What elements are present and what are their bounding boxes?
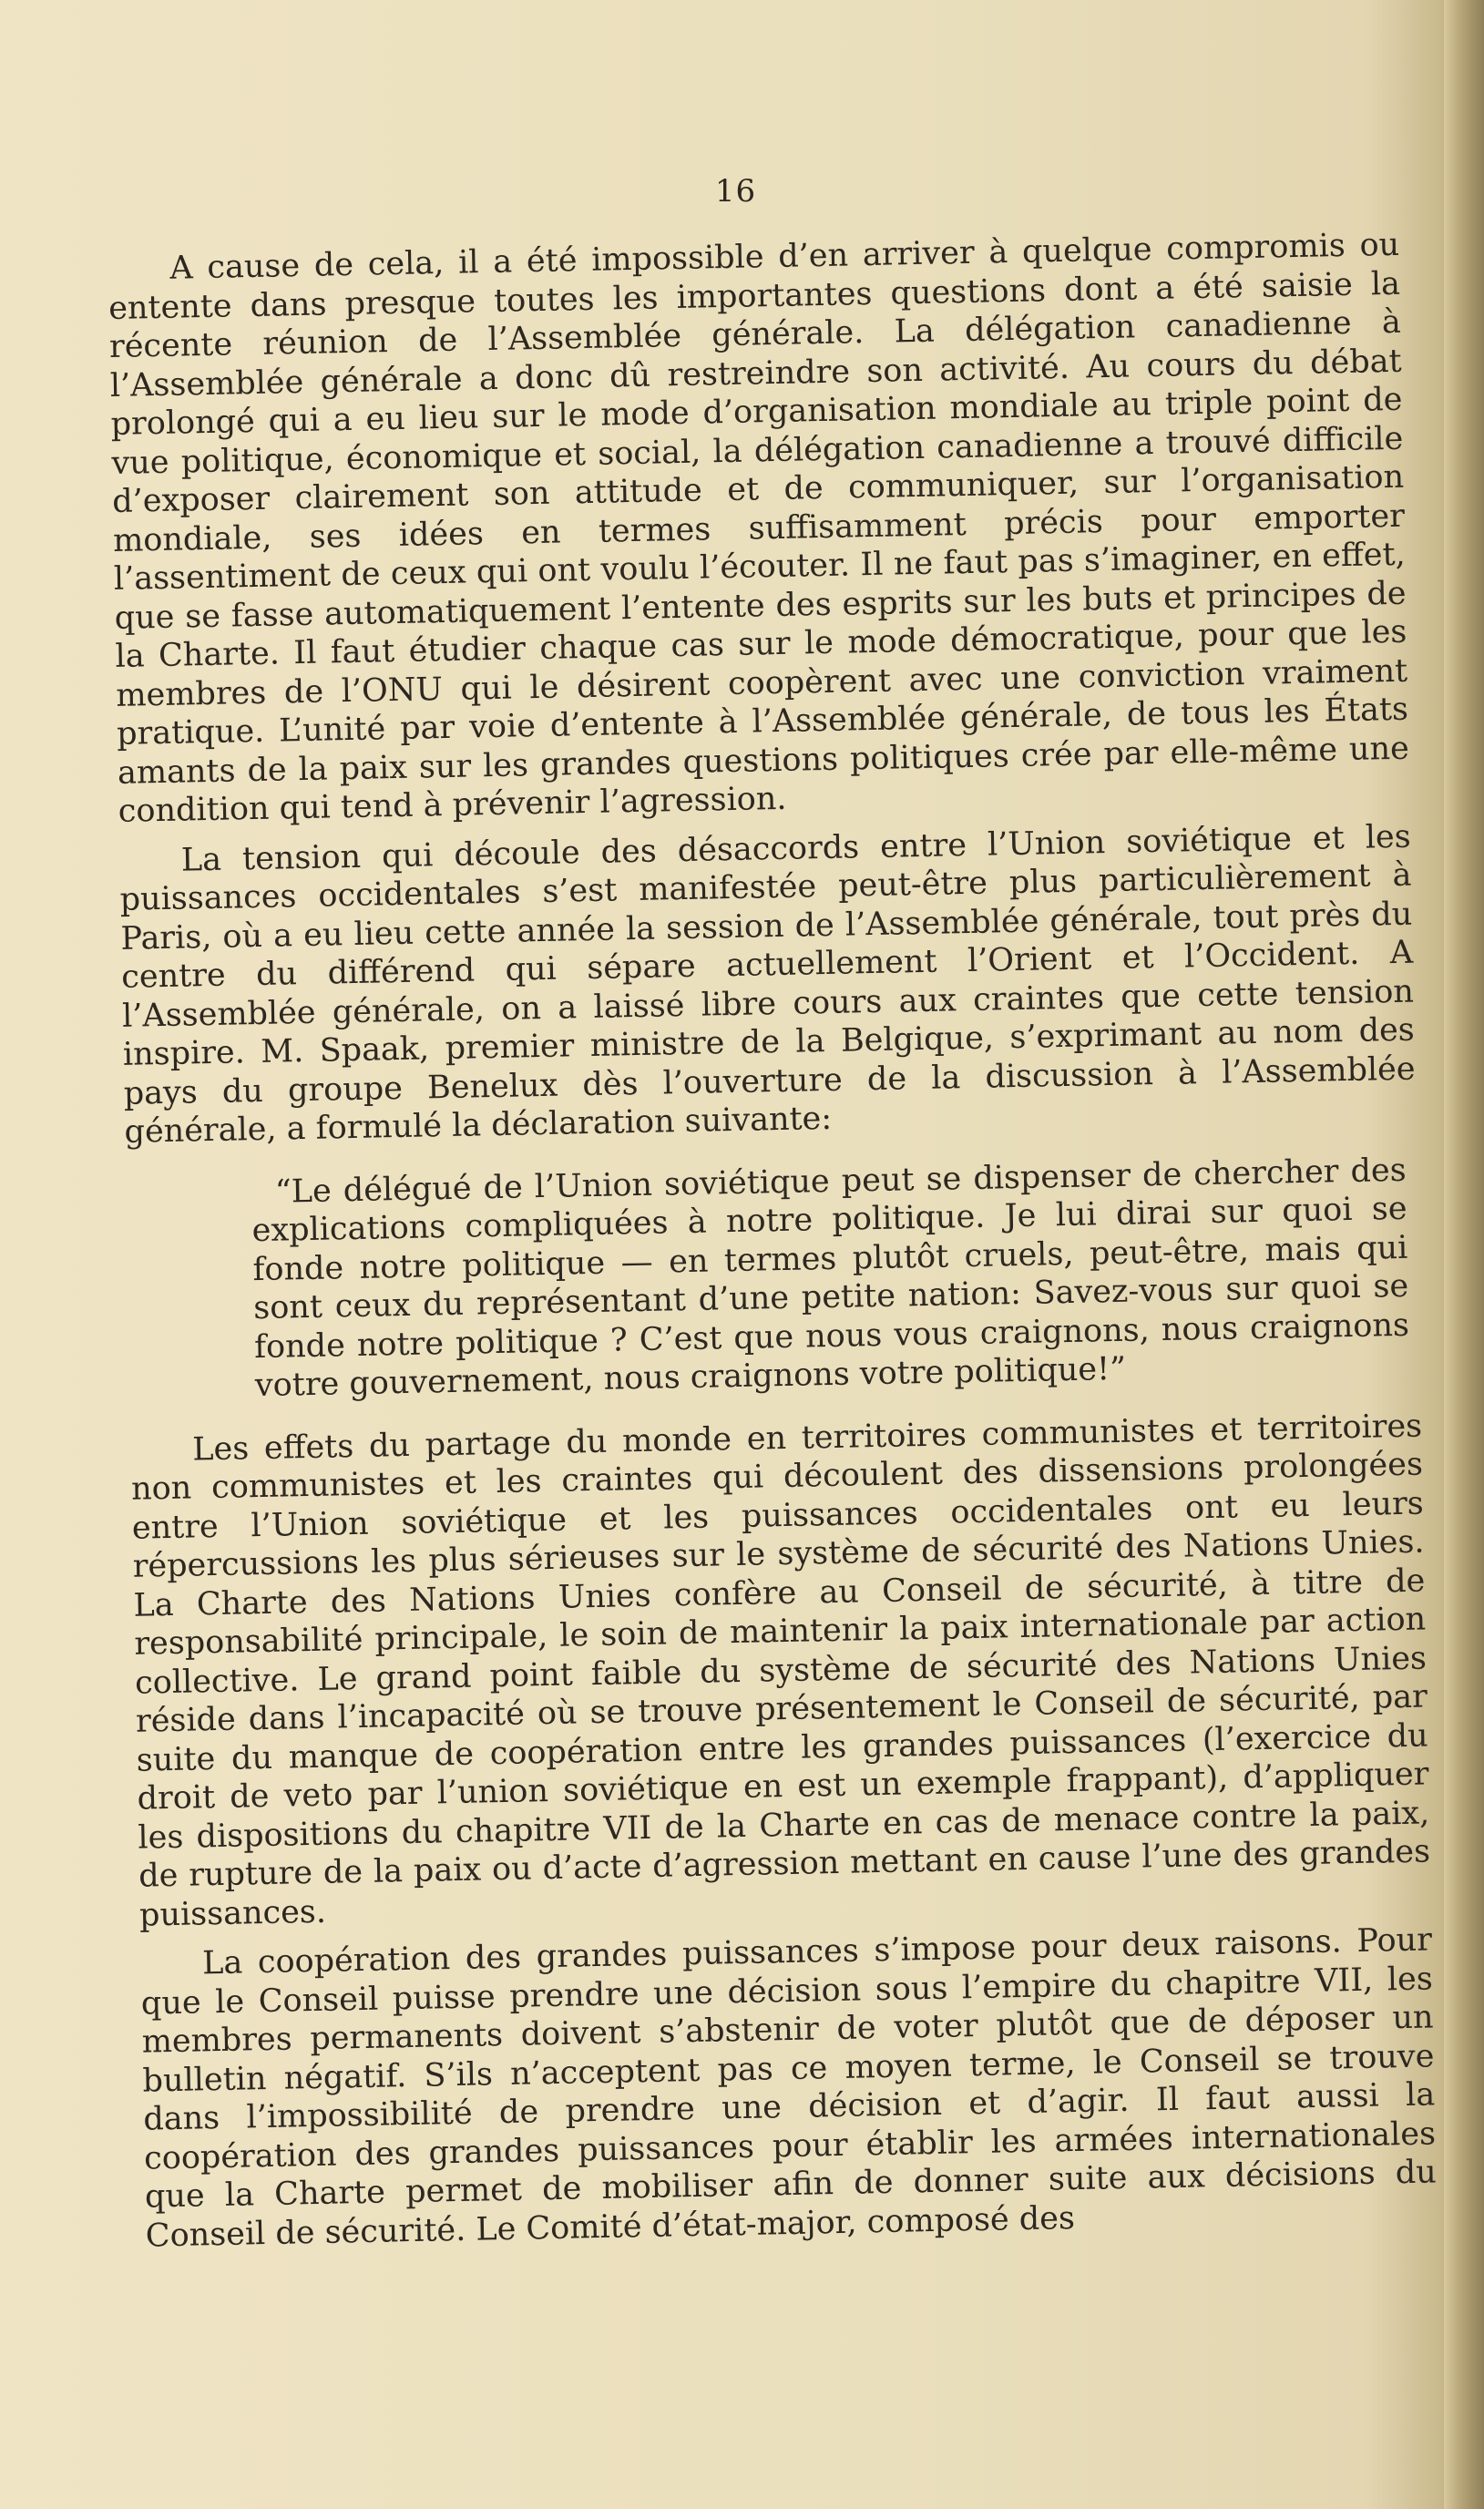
paragraph-2: La tension qui découle des désaccords entre l’Union soviétique et les puissances occidentales s’est manifestée peut-être plus particulièrement à Paris, où a eu lieu cette année la session de l’Assemblée générale, tout près du centre du différend qui sépare actuellement l’Orient et l’Occident. A l’Assemblée générale, on a laissé libre cours aux craintes que cette tension inspire. M. Spaak, premier ministre de la Belgique, s’exprimant au nom des pays du groupe Benelux dès l’ouverture de la discussion à l’Assemblée générale, a formulé la déclaration suivante: <box>119 818 1416 1151</box>
quote-text: “Le délégué de l’Union soviétique peut se dispenser de chercher des explications compliquées à notre politique. Je lui dirai sur quoi se fonde notre politique — en termes plutôt cruels, peut-être, mais qui sont ceux du représentant d’une petite nation: Savez-vous sur quoi se fonde notre politique ? C’est que nous vous craignons, nous craignons votre gouvernement, nous craignons votre politique!” <box>251 1152 1410 1405</box>
page-edge-shadow <box>1444 0 1484 2509</box>
body-text <box>107 226 1438 2267</box>
paragraph-3: Les effets du partage du monde en territoires communistes et territoires non communistes et les craintes qui découlent des dissensions prolongées entre l’Union soviétique et les puissances occidentales ont eu leurs répercussions les plus sérieuses sur le système de sécurité des Nations Unies. La Charte des Nations Unies confère au Conseil de sécurité, à titre de responsabilité principale, le soin de maintenir la paix internationale par action collective. Le grand point faible du système de sécurité des Nations Unies réside dans l’incapacité où se trouve présentement le Conseil de sécurité, par suite du manque de coopération entre les grandes puissances (l’exercice du droit de veto par l’union soviétique en est un exemple frappant), d’appliquer les dispositions du chapitre VII de la Charte en cas de menace contre la paix, de rupture de la paix ou d’acte d’agression mettant en cause l’une des grandes puissances. <box>130 1408 1431 1934</box>
page-number: 16 <box>714 173 757 210</box>
paragraph-1: A cause de cela, il a été impossible d’en arriver à quelque compromis ou entente dans presque toutes les importantes questions dont a été saisie la récente réunion de l’Assemblée générale. La délégation canadienne à l’Assemblée générale a donc dû restreindre son activité. Au cours du débat prolongé qui a eu lieu sur le mode d’organisation mondiale au triple point de vue politique, économique et social, la délégation canadienne a trouvé difficile d’exposer clairement son attitude et de communiquer, sur l’organisation mondiale, ses idées en termes suffisamment précis pour emporter l’assentiment de ceux qui ont voulu l’écouter. Il ne faut pas s’imaginer, en effet, que se fasse automatiquement l’entente des esprits sur les buts et principes de la Charte. Il faut étudier chaque cas sur le mode démocratique, pour que les membres de l’ONU qui le désirent coopèrent avec une conviction vraiment pratique. L’unité par voie d’entente à l’Assemblée générale, de tous les États amants de la paix sur les grandes questions politiques crée par elle-même une condition qui tend à prévenir l’agression. <box>107 226 1410 830</box>
spaak-quote <box>251 1151 1410 1405</box>
paragraph-4: La coopération des grandes puissances s’impose pour deux raisons. Pour que le Conseil puisse prendre une décision sous l’empire du chapitre VII, les membres permanents doivent s’abstenir de voter plutôt que de déposer un bulletin négatif. S’ils n’acceptent pas ce moyen terme, le Conseil se trouve dans l’impossibilité de prendre une décision et d’agir. Il faut aussi la coopération des grandes puissances pour établir les armées internationales que la Charte permet de mobiliser afin de donner suite aux décisions du Conseil de sécurité. Le Comité d’état-major, composé des <box>140 1921 1438 2255</box>
